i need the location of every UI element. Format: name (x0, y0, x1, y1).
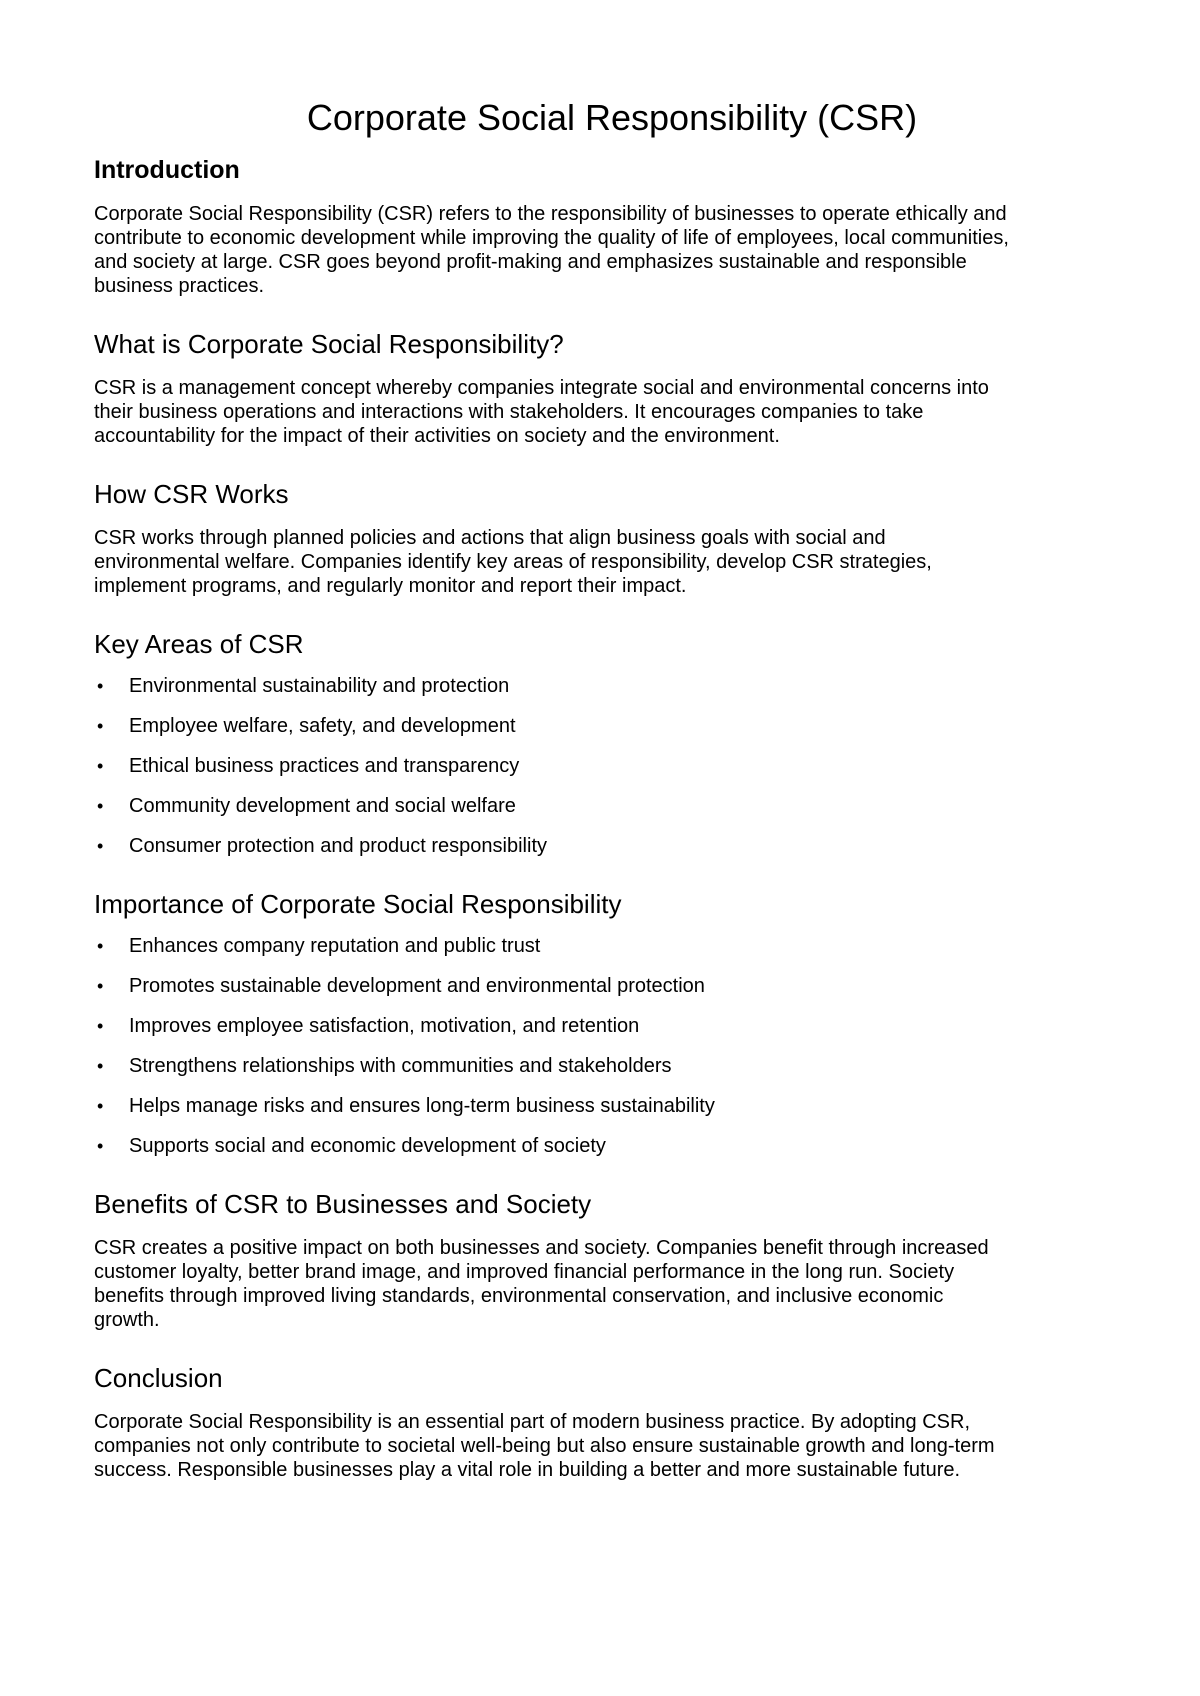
section-how-csr-works (94, 478, 1124, 598)
list-item (94, 974, 1124, 998)
key-areas-list (94, 674, 1124, 858)
text-line: accountability for the impact of their activities on society and the environment. (94, 425, 780, 447)
bullet-icon: • (97, 1096, 104, 1116)
bullet-icon: • (97, 796, 104, 816)
list-item-text: Ethical business practices and transparency (129, 755, 520, 777)
list-item (94, 674, 1124, 698)
list-item-text: Promotes sustainable development and environmental protection (129, 975, 705, 997)
section-heading-how-csr-works: How CSR Works (94, 479, 289, 509)
document-title: Corporate Social Responsibility (CSR) (306, 97, 918, 138)
text-line: CSR is a management concept whereby companies integrate social and environmental concerns into (94, 377, 989, 399)
section-heading-introduction: Introduction (94, 156, 240, 184)
text-line: Corporate Social Responsibility is an essential part of modern business practice. By adopting CSR, (94, 1411, 970, 1433)
list-item (94, 934, 1124, 958)
text-line: customer loyalty, better brand image, and improved financial performance in the long run. Society (94, 1261, 955, 1283)
section-heading-benefits: Benefits of CSR to Businesses and Society (94, 1189, 592, 1219)
list-item-text: Helps manage risks and ensures long-term business sustainability (129, 1095, 715, 1117)
text-line: business practices. (94, 275, 265, 297)
text-line: contribute to economic development while improving the quality of life of employees, local communities, (94, 227, 1009, 249)
section-key-areas (94, 628, 1124, 858)
importance-list (94, 934, 1124, 1158)
section-conclusion (94, 1362, 1124, 1482)
text-line: Corporate Social Responsibility (CSR) refers to the responsibility of businesses to operate ethically and (94, 203, 1007, 225)
section-importance (94, 888, 1124, 1158)
document-page (94, 96, 1124, 1482)
introduction-paragraph (94, 202, 1124, 298)
what-is-csr-paragraph (94, 376, 1124, 448)
text-line: their business operations and interactions with stakeholders. It encourages companies to take (94, 401, 924, 423)
benefits-paragraph (94, 1236, 1124, 1332)
section-what-is-csr (94, 328, 1124, 448)
section-introduction (94, 154, 1124, 298)
bullet-icon: • (97, 1016, 104, 1036)
list-item (94, 834, 1124, 858)
section-heading-importance: Importance of Corporate Social Responsibility (94, 889, 622, 919)
bullet-icon: • (97, 676, 104, 696)
text-line: CSR works through planned policies and actions that align business goals with social and (94, 527, 886, 549)
list-item-text: Enhances company reputation and public trust (129, 935, 541, 957)
text-line: companies not only contribute to societal well-being but also ensure sustainable growth and long-term (94, 1435, 995, 1457)
list-item-text: Community development and social welfare (129, 795, 516, 817)
list-item (94, 1014, 1124, 1038)
text-line: implement programs, and regularly monitor and report their impact. (94, 575, 687, 597)
bullet-icon: • (97, 756, 104, 776)
how-csr-works-paragraph (94, 526, 1124, 598)
list-item (94, 714, 1124, 738)
list-item (94, 1054, 1124, 1078)
text-line: benefits through improved living standards, environmental conservation, and inclusive economic (94, 1285, 944, 1307)
text-line: environmental welfare. Companies identify key areas of responsibility, develop CSR strategies, (94, 551, 932, 573)
text-line: growth. (94, 1309, 160, 1331)
conclusion-paragraph (94, 1410, 1124, 1482)
list-item-text: Environmental sustainability and protection (129, 675, 510, 697)
bullet-icon: • (97, 1056, 104, 1076)
list-item-text: Employee welfare, safety, and development (129, 715, 516, 737)
bullet-icon: • (97, 1136, 104, 1156)
bullet-icon: • (97, 716, 104, 736)
list-item (94, 754, 1124, 778)
section-heading-conclusion: Conclusion (94, 1363, 223, 1393)
text-line: success. Responsible businesses play a vital role in building a better and more sustainable future. (94, 1459, 961, 1481)
bullet-icon: • (97, 936, 104, 956)
bullet-icon: • (97, 836, 104, 856)
list-item-text: Improves employee satisfaction, motivation, and retention (129, 1015, 640, 1037)
section-heading-key-areas: Key Areas of CSR (94, 629, 304, 659)
list-item (94, 1094, 1124, 1118)
list-item (94, 794, 1124, 818)
text-line: and society at large. CSR goes beyond profit-making and emphasizes sustainable and responsible (94, 251, 967, 273)
text-line: CSR creates a positive impact on both businesses and society. Companies benefit through increased (94, 1237, 989, 1259)
list-item (94, 1134, 1124, 1158)
section-heading-what-is-csr: What is Corporate Social Responsibility? (94, 329, 564, 359)
list-item-text: Supports social and economic development of society (129, 1135, 606, 1157)
section-benefits (94, 1188, 1124, 1332)
bullet-icon: • (97, 976, 104, 996)
list-item-text: Consumer protection and product responsibility (129, 835, 547, 857)
list-item-text: Strengthens relationships with communities and stakeholders (129, 1055, 672, 1077)
